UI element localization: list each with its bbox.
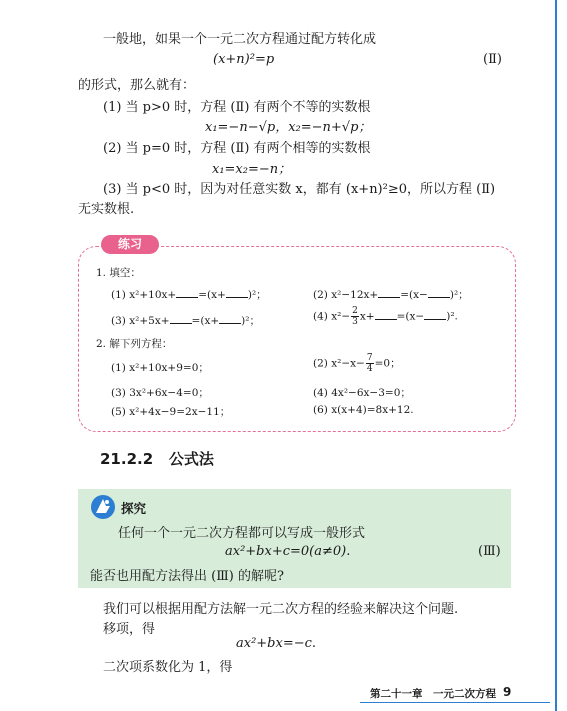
explore-icon <box>90 494 116 520</box>
section-title: 公式法 <box>168 450 214 468</box>
body-equation: ax²+bx=−c. <box>236 636 317 651</box>
case-2-text: (2) 当 p=0 时，方程 (Ⅱ) 有两个相等的实数根 <box>103 141 371 156</box>
footer-rule <box>360 702 550 703</box>
explore-equation: ax²+bx+c=0(a≠0). <box>225 544 351 559</box>
practice-q1-item-4: (4) x²− $\frac{2}{3}$ x+ =(x− )². <box>313 306 458 327</box>
body-line-3: 二次项系数化为 1，得 <box>103 660 233 675</box>
page-number: 9 <box>503 685 512 699</box>
practice-q1-item-2: (2) x²−12x+ =(x− )²； <box>313 286 469 302</box>
practice-q1-item-1: (1) x²+10x+ =(x+ )²； <box>111 286 267 302</box>
practice-q1-item-3: (3) x²+5x+ =(x+ )²； <box>111 312 260 328</box>
answer-blank[interactable] <box>226 286 248 298</box>
section-number: 21.2.2 <box>100 450 154 468</box>
case-3-text: (3) 当 p<0 时，因为对任意实数 x，都有 (x+n)²≥0，所以方程 (Ⅱ) <box>103 182 496 197</box>
answer-blank[interactable] <box>378 286 400 298</box>
intro-line-2: 的形式，那么就有： <box>78 78 196 93</box>
footer-chapter: 第二十一章 一元二次方程 <box>370 688 496 700</box>
practice-q2-title: 2. 解下列方程： <box>96 338 173 350</box>
explore-label: 探究 <box>121 501 147 516</box>
fraction-two-thirds: $\frac{2}{3}$ <box>352 306 358 327</box>
fraction-seven-fourths: $\frac{7}{4}$ <box>366 353 373 374</box>
practice-q2-item-6: (6) x(x+4)=8x+12. <box>313 404 414 416</box>
practice-q2-item-1: (1) x²+10x+9=0； <box>111 362 209 374</box>
practice-q2-item-3: (3) 3x²+6x−4=0； <box>111 387 209 399</box>
section-heading <box>100 448 214 469</box>
case-2-roots: x₁=x₂=−n； <box>212 162 292 177</box>
practice-q2-item-5: (5) x²+4x−9=2x−11； <box>111 406 231 418</box>
answer-blank[interactable] <box>170 312 192 324</box>
explore-line-1: 任何一个一元二次方程都可以写成一般形式 <box>118 526 366 541</box>
body-line-1: 我们可以根据用配方法解一元二次方程的经验来解决这个问题. <box>103 602 459 617</box>
practice-q1-title: 1. 填空： <box>96 267 141 279</box>
practice-q2-item-2: (2) x²−x− $\frac{7}{4}$ =0； <box>313 353 401 374</box>
answer-blank[interactable] <box>219 312 241 324</box>
explore-line-2: 能否也用配方法得出 (Ⅲ) 的解呢? <box>90 569 284 584</box>
answer-blank[interactable] <box>428 286 450 298</box>
answer-blank[interactable] <box>176 286 198 298</box>
page-edge-rule <box>555 0 557 711</box>
answer-blank[interactable] <box>375 308 397 320</box>
practice-tab: 练习 <box>101 235 159 254</box>
case-1-text: (1) 当 p>0 时，方程 (Ⅱ) 有两个不等的实数根 <box>103 100 371 115</box>
intro-equation: (x+n)²=p <box>213 52 275 67</box>
body-line-2: 移项，得 <box>103 622 156 637</box>
answer-blank[interactable] <box>424 308 446 320</box>
practice-q2-item-4: (4) 4x²−6x−3=0； <box>313 387 411 399</box>
equation-tag-2: (Ⅱ) <box>483 52 502 67</box>
intro-line-1: 一般地，如果一个一元二次方程通过配方转化成 <box>103 32 377 47</box>
case-3-tail: 无实数根. <box>78 202 135 217</box>
equation-tag-3: (Ⅲ) <box>478 544 501 559</box>
case-1-roots: x₁=−n−√p，x₂=−n+√p； <box>205 120 372 135</box>
